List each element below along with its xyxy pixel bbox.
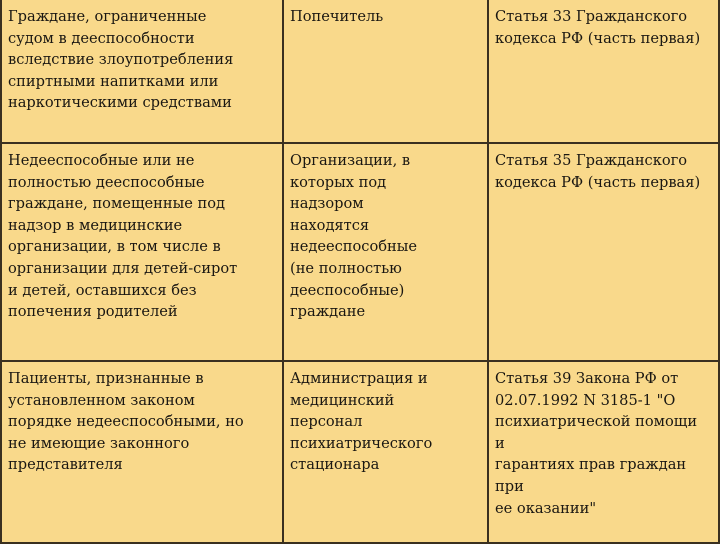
table-row [1, 143, 719, 361]
table-row [1, 0, 719, 143]
representative-cell: Администрация и медицинский персонал психиатрического стационара [283, 361, 488, 543]
table-row [1, 361, 719, 543]
legal-basis-cell: Статья 35 Гражданского кодекса РФ (часть первая) [488, 143, 719, 361]
citizen-category-cell: Граждане, ограниченные судом в дееспособности вследствие злоупотребления спиртными напитками или наркотическими средствами [1, 0, 283, 143]
citizen-category-cell: Пациенты, признанные в установленном законом порядке недееспособными, но не имеющие законного представителя [1, 361, 283, 543]
legal-basis-cell: Статья 39 Закона РФ от 02.07.1992 N 3185-1 "О психиатрической помощи и гарантиях прав граждан при ее оказании" [488, 361, 719, 543]
citizen-category-cell: Недееспособные или не полностью дееспособные граждане, помещенные под надзор в медицинские организации, в том числе в организации для детей-сирот и детей, оставшихся без попечения родителей [1, 143, 283, 361]
representative-cell: Организации, в которых под надзором находятся недееспособные (не полностью дееспособные) граждане [283, 143, 488, 361]
legal-basis-cell: Статья 33 Гражданского кодекса РФ (часть первая) [488, 0, 719, 143]
representative-cell: Попечитель [283, 0, 488, 143]
